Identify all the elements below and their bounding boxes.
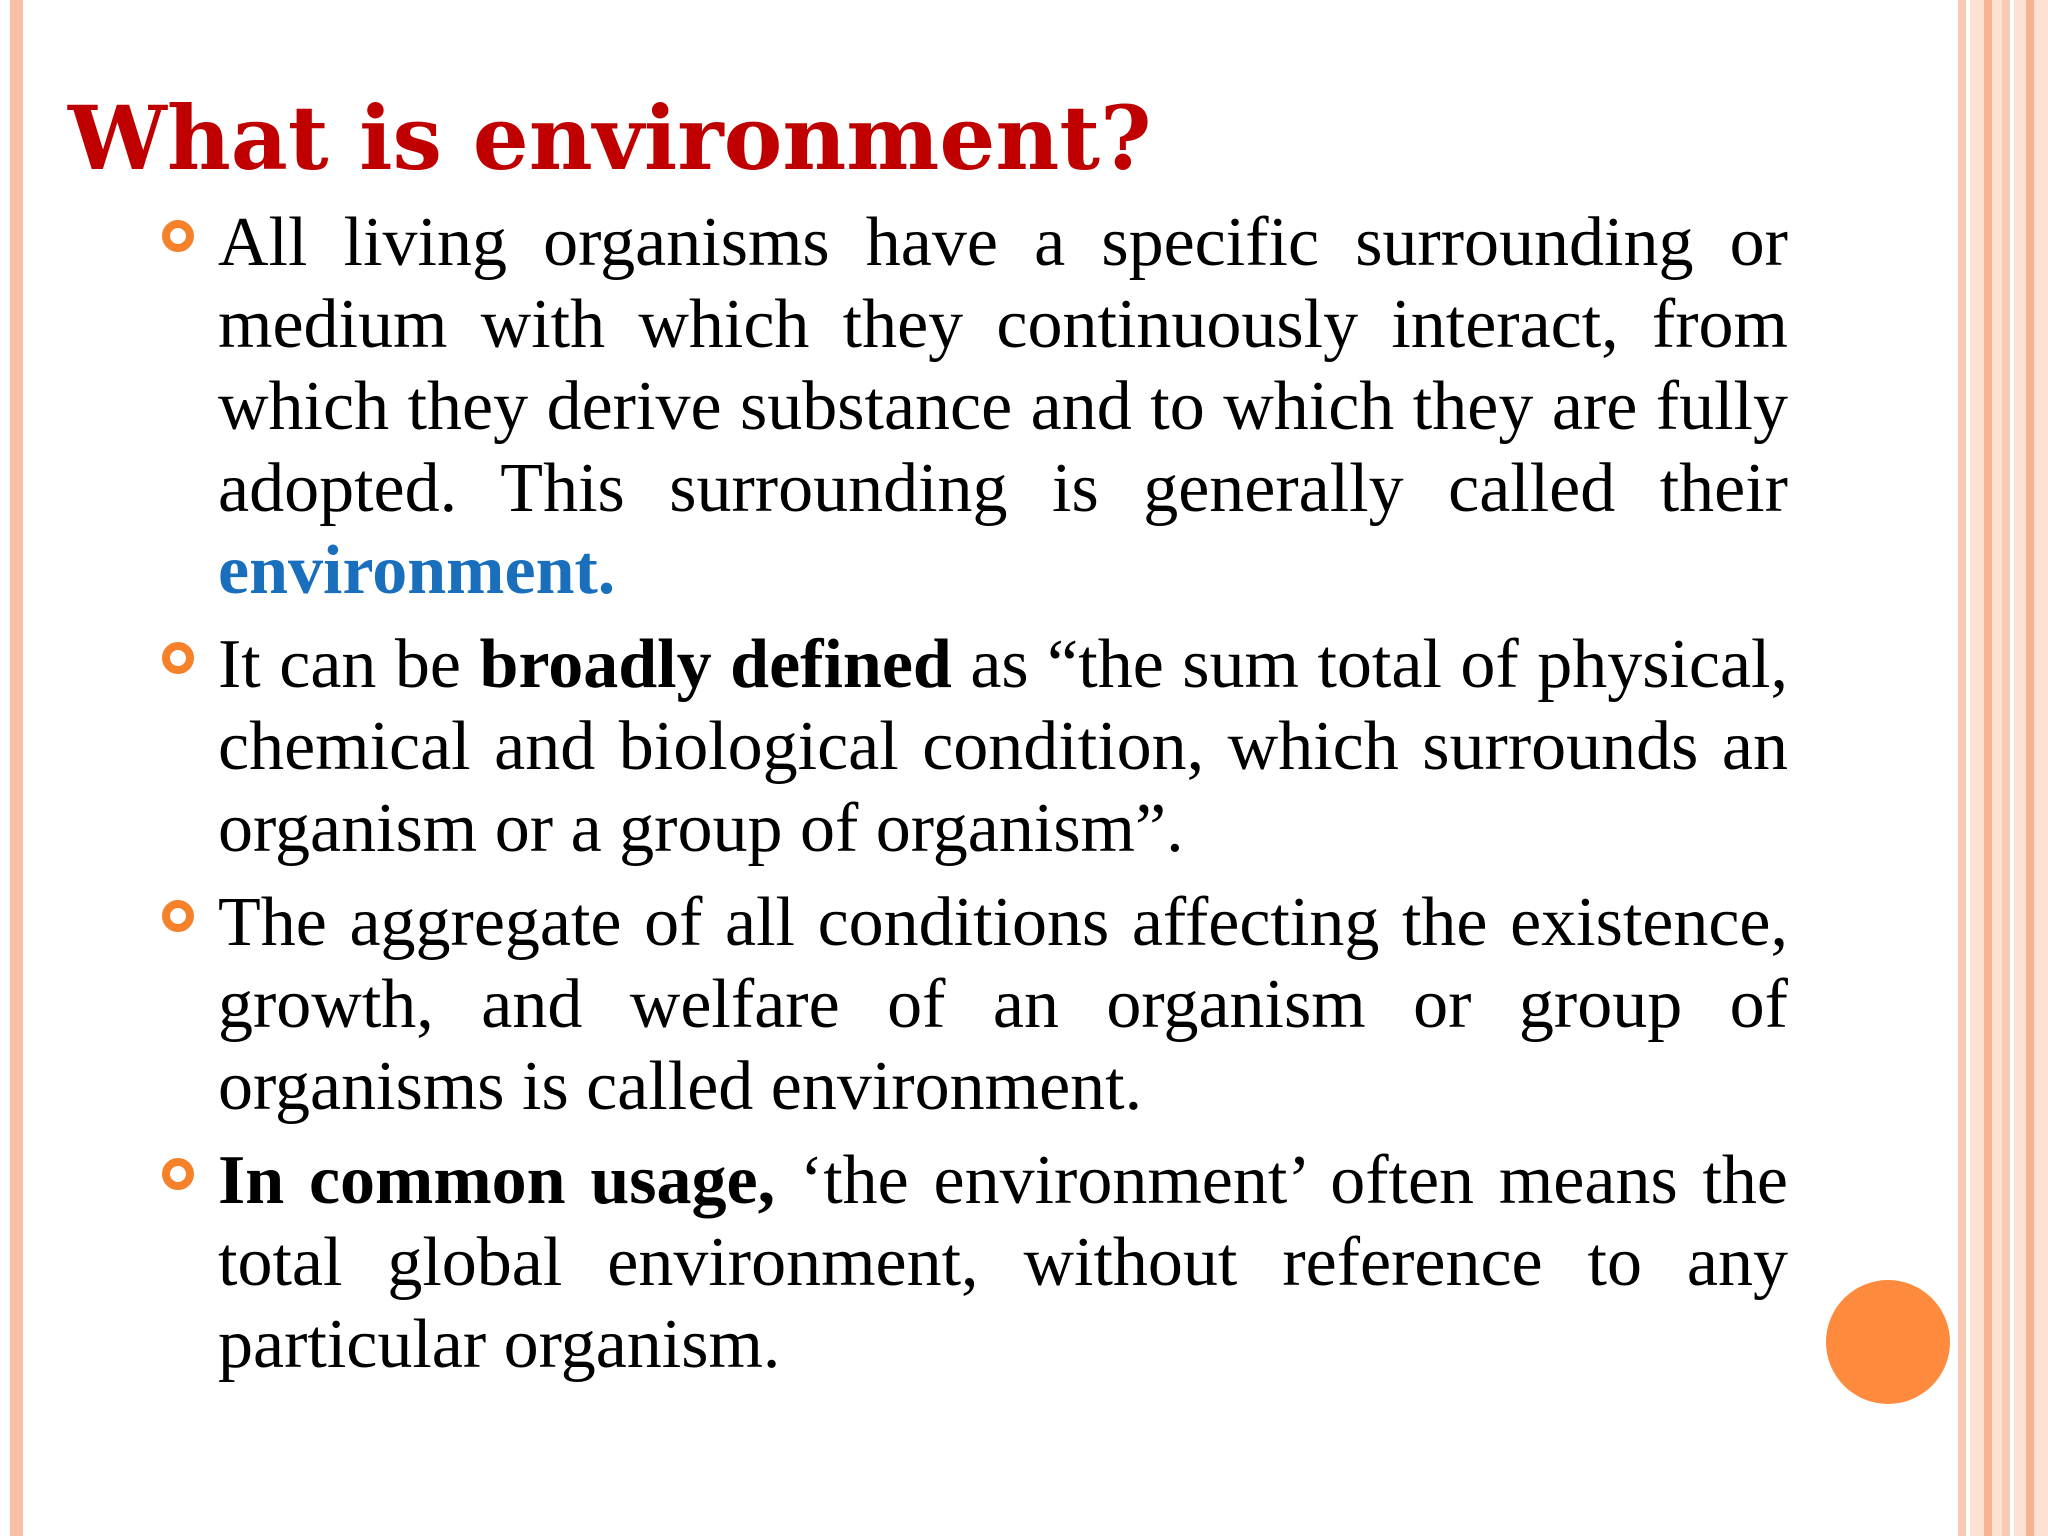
slide-title: What is environment? xyxy=(68,86,1152,190)
right-border-stripes xyxy=(1958,0,2048,1536)
bullet-item-3 xyxy=(218,882,1788,1128)
bullet-item-4 xyxy=(218,1140,1788,1386)
bullet-2-bold: broadly defined xyxy=(479,626,952,703)
bullet-circle-icon xyxy=(162,1158,194,1190)
bullet-item-1 xyxy=(218,202,1788,612)
bullet-circle-icon xyxy=(162,900,194,932)
bullet-2-text-after: as “the sum total of physical, chemical and biological condition, which surrounds an organism or a group of organism”. xyxy=(218,626,1789,867)
bullet-list xyxy=(218,202,1788,1398)
bullet-4-text-after: ‘the environment’ often means the total global environment, without reference to any particular organism. xyxy=(218,1142,1788,1383)
bullet-4-bold: In common usage, xyxy=(218,1142,776,1219)
decorative-orange-circle xyxy=(1826,1280,1950,1404)
bullet-circle-icon xyxy=(162,220,194,252)
bullet-circle-icon xyxy=(162,642,194,674)
left-border-bar xyxy=(10,0,23,1536)
bullet-1-text: All living organisms have a specific surrounding or medium with which they continuously interact, from which they derive substance and to which they are fully adopted. This surrounding is generally called their xyxy=(218,204,1788,527)
bullet-item-2 xyxy=(218,624,1788,870)
bullet-1-highlight: environment. xyxy=(218,532,616,609)
bullet-2-text: It can be xyxy=(218,626,480,703)
bullet-3-text: The aggregate of all conditions affecting the existence, growth, and welfare of an organism or group of organisms is called environment. xyxy=(218,884,1788,1125)
